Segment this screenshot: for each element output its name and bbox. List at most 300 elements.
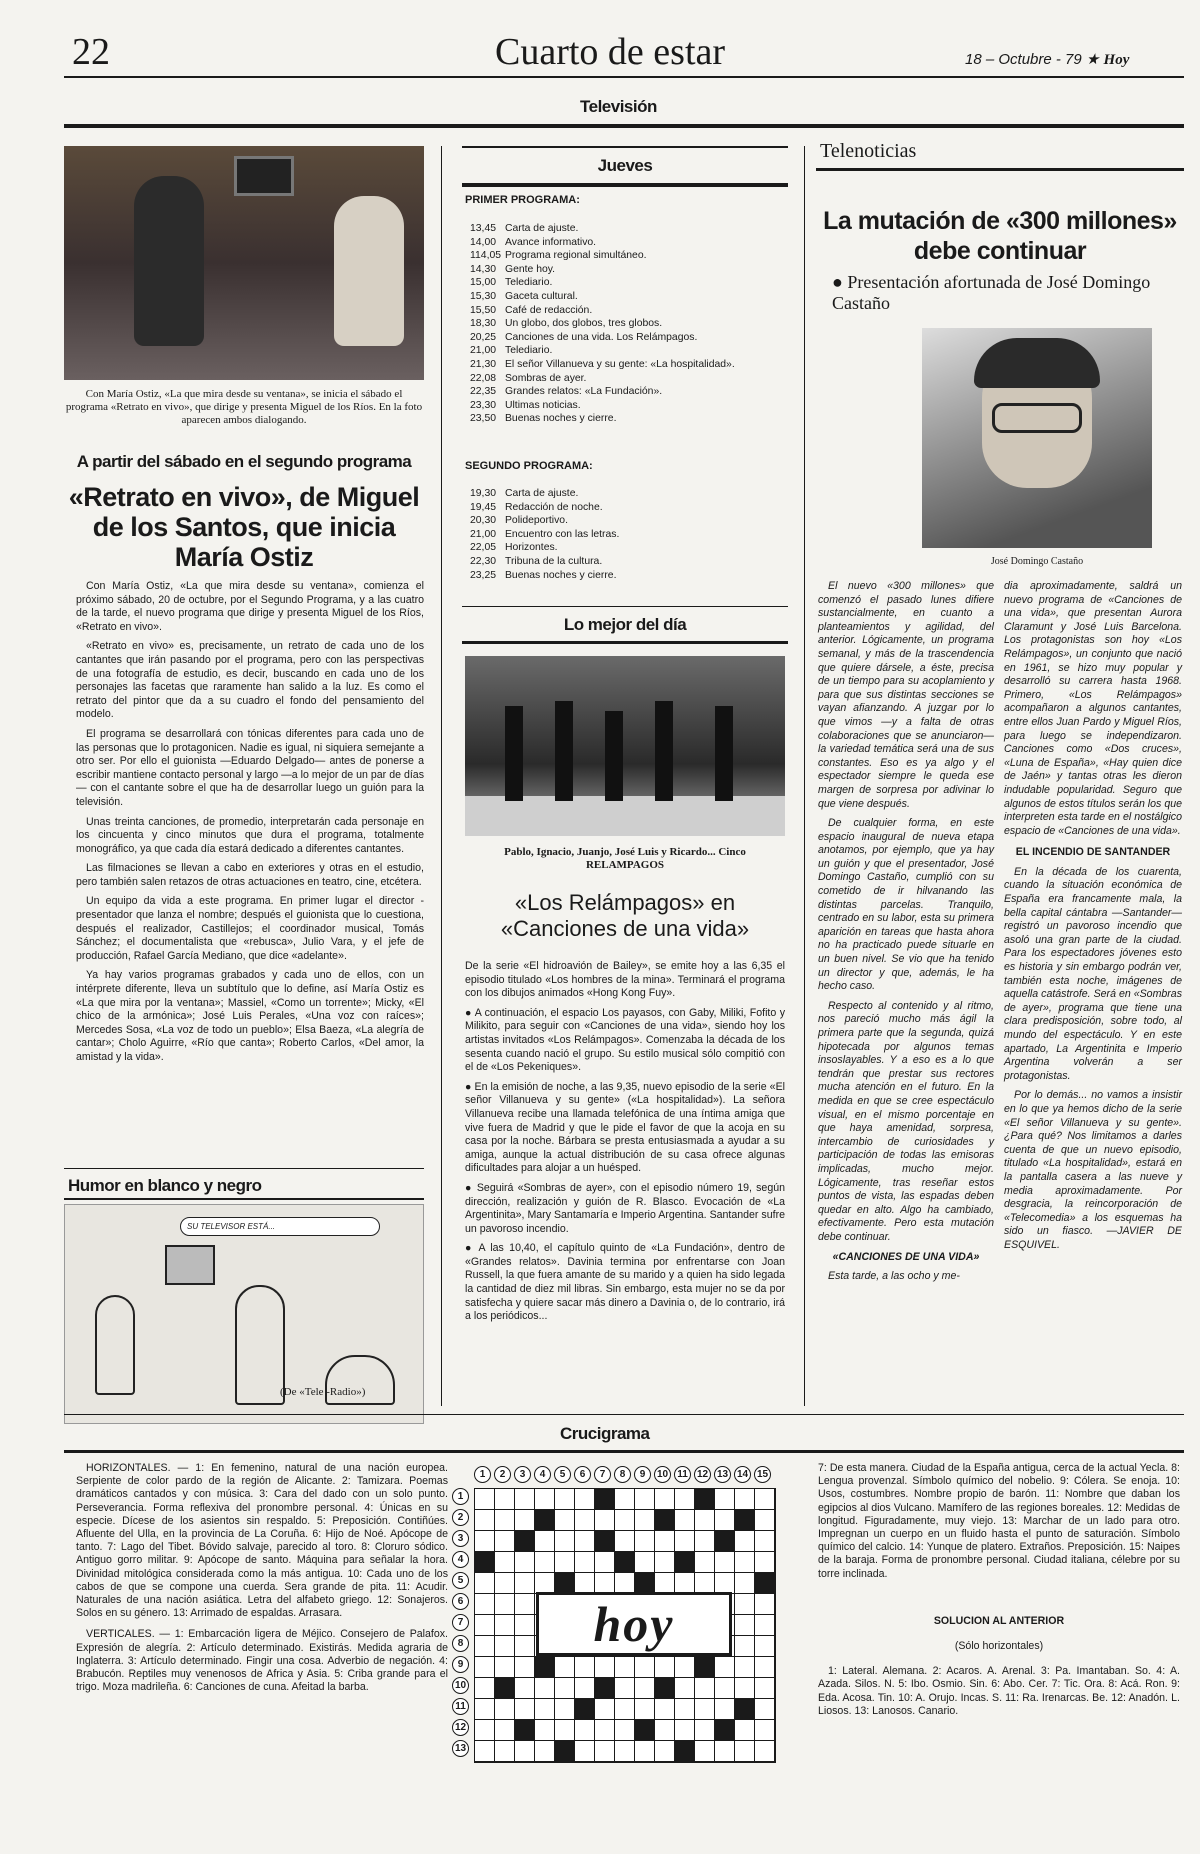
crossword-cell[interactable] — [475, 1636, 495, 1657]
band-member — [655, 701, 673, 801]
right-paragraph: En la década de los cuarenta, cuando la situación económica de España era francamente mala, la bella capital cántabra —Santander— registró un pavoroso incendio que asoló una gran parte de la ciudad. Para los espectadores jóvenes esto es historia y sin embargo podrán ver, también esta noche, imágenes de aquella catástrofe. Será en «Sombras de ayer», programa que tiene una clara predisposición, sobre todo, al mundo del espectáculo. Y en este apartado, La Argentinita e Imperio Argentina volverán a ser protagonistas. — [1004, 865, 1182, 1082]
program-title: Buenas noches y cierre. — [505, 569, 617, 581]
clues-horizontal — [76, 1462, 448, 1694]
row-number: 9 — [452, 1656, 469, 1673]
crossword-cell — [575, 1699, 595, 1720]
crossword-cell — [735, 1510, 755, 1531]
crossword-cell[interactable] — [735, 1531, 755, 1552]
crossword-cell[interactable] — [475, 1594, 495, 1615]
program-row — [470, 236, 786, 250]
col-number: 7 — [594, 1466, 611, 1483]
stage-floor — [465, 796, 785, 836]
row-number: 13 — [452, 1740, 469, 1757]
crossword-cell[interactable] — [695, 1531, 715, 1552]
crossword-cell[interactable] — [635, 1657, 655, 1678]
crossword-cell[interactable] — [695, 1720, 715, 1741]
crossword-cell[interactable] — [535, 1531, 555, 1552]
crossword-cell[interactable] — [495, 1594, 515, 1615]
crossword-cell[interactable] — [755, 1636, 775, 1657]
row-number: 4 — [452, 1551, 469, 1568]
crossword-cell[interactable] — [575, 1552, 595, 1573]
crossword-cell[interactable] — [735, 1678, 755, 1699]
program-row — [470, 514, 786, 528]
cartoon — [64, 1204, 424, 1424]
crossword-cell[interactable] — [735, 1636, 755, 1657]
program-time: 13,45 — [470, 223, 497, 234]
crossword-cell[interactable] — [575, 1510, 595, 1531]
crossword-cell — [515, 1720, 535, 1741]
crossword-cell — [655, 1678, 675, 1699]
program-row — [470, 399, 786, 413]
col-number: 6 — [574, 1466, 591, 1483]
crossword-cell[interactable] — [715, 1657, 735, 1678]
right-subheading: «CANCIONES DE UNA VIDA» — [832, 1250, 980, 1263]
crossword-cell[interactable] — [475, 1720, 495, 1741]
col-number: 2 — [494, 1466, 511, 1483]
crossword-cell — [715, 1720, 735, 1741]
vertical-clues: VERTICALES. — 1: Embarcación ligera de Méjico. Consejero de Palafox. Expresión de alegría. 2: Artículo determinado. Existirás. Medida agraria de Inglaterra. 3: Artículo determinado. Fingir una cosa. Adverbio de negación. 4: Brabucón. Reptiles muy venenosos de Africa y Asia. 5: Criba grande para el trigo. Moza madrileña. 6: Canciones de cuna. Afeitad la barba. — [76, 1628, 448, 1694]
crossword-cell[interactable] — [655, 1657, 675, 1678]
crossword-cell[interactable] — [755, 1678, 775, 1699]
crossword-cell — [695, 1489, 715, 1510]
crossword-cell[interactable] — [495, 1699, 515, 1720]
crossword-cell[interactable] — [695, 1573, 715, 1594]
photo-caption: Con María Ostiz, «La que mira desde su ventana», se inicia el sábado el programa «Retrato en vivo», que dirige y presenta Miguel de los Ríos. En la foto aparecen ambos dialogando. — [65, 388, 423, 426]
crossword-cell[interactable] — [555, 1699, 575, 1720]
crossword-cell[interactable] — [535, 1573, 555, 1594]
crossword-cell[interactable] — [515, 1510, 535, 1531]
col-number: 9 — [634, 1466, 651, 1483]
header-rule — [64, 76, 1184, 78]
interview-photo — [64, 146, 424, 380]
crossword-cell — [535, 1510, 555, 1531]
crossword-cell[interactable] — [755, 1657, 775, 1678]
day-title: Jueves — [597, 156, 653, 175]
program-row — [470, 276, 786, 290]
crossword-cell[interactable] — [735, 1573, 755, 1594]
best-paragraph: ● A las 10,40, el capítulo quinto de «La Fundación», dentro de «Grandes relatos». Davinia termina por enfrentarse con Joan Russell, la que fuera amante de su marido y a quien ha sido legada la cantidad de diez mil libras. Sin embargo, esta mujer no se da por satisfecha y quiere sacar más dinero a Davinia o, de lo contrario, irá a los periódicos... — [465, 1242, 785, 1323]
col-number: 12 — [694, 1466, 711, 1483]
crossword-cell[interactable] — [675, 1489, 695, 1510]
crossword-cell[interactable] — [615, 1678, 635, 1699]
humor-underline — [64, 1198, 424, 1200]
person-right — [334, 196, 404, 346]
crossword-cell[interactable] — [575, 1657, 595, 1678]
crossword-cell — [555, 1741, 575, 1762]
crossword-cell[interactable] — [635, 1552, 655, 1573]
crossword-cell — [595, 1678, 615, 1699]
right-paragraph: Esta tarde, a las ocho y me- — [828, 1270, 960, 1283]
crossword-cell[interactable] — [675, 1573, 695, 1594]
crossword-cell[interactable] — [475, 1615, 495, 1636]
crossword-cell[interactable] — [495, 1741, 515, 1762]
program-row — [470, 317, 786, 331]
right-subheading: EL INCENDIO DE SANTANDER — [1015, 846, 1171, 859]
program-title: Horizontes. — [505, 542, 558, 554]
crossword-cell[interactable] — [555, 1531, 575, 1552]
right-paragraph: Por lo demás... no vamos a insistir en lo que ya hemos dicho de la serie «El señor Villanueva y su gente». ¿Para qué? Nos limitamos a darles cuenta de que un nuevo episodio, titulado «La hospitalidad», estará en la pantalla casera a las nueve y media aproximadamente. Por desgracia, la reincorporación de «Telecomedia» a los esquemas ha sido un fiasco. —JAVIER DE ESQUIVEL. — [1004, 1089, 1182, 1251]
clues-right — [818, 1462, 1180, 1718]
crossword-cell — [615, 1552, 635, 1573]
crossword-cell[interactable] — [535, 1489, 555, 1510]
crossword-cell[interactable] — [715, 1510, 735, 1531]
band-member — [505, 706, 523, 801]
row-number: 8 — [452, 1635, 469, 1652]
day-rule-top — [462, 146, 788, 148]
crossword-cell[interactable] — [755, 1510, 775, 1531]
program-time: 15,30 — [470, 290, 497, 302]
program-row — [470, 487, 786, 501]
best-paragraph: ● A continuación, el espacio Los payasos, con Gaby, Miliki, Fofito y Milikito, para seguir con «Canciones de una vida», siendo hoy los artistas invitados «Los Relámpagos». Comenzaba la década de los sesenta cuando nació el grupo. Su estilo musical sólo compitió con el de «Los Pekeniques». — [465, 1006, 785, 1074]
crossword-cell[interactable] — [495, 1720, 515, 1741]
crossword-cell[interactable] — [735, 1552, 755, 1573]
solution-title: SOLUCION AL ANTERIOR — [933, 1614, 1065, 1627]
best-rule-bottom — [462, 641, 788, 644]
cartoon-speech-bubble: SU TELEVISOR ESTÁ... — [180, 1217, 380, 1236]
crossword-cell — [595, 1489, 615, 1510]
crossword-cell[interactable] — [715, 1552, 735, 1573]
crossword-cell[interactable] — [555, 1552, 575, 1573]
crossword-cell[interactable] — [515, 1552, 535, 1573]
crossword-cell[interactable] — [695, 1678, 715, 1699]
crossword-cell — [695, 1657, 715, 1678]
crossword-cell[interactable] — [695, 1741, 715, 1762]
article-body — [76, 580, 424, 1071]
article-paragraph: Con María Ostiz, «La que mira desde su ventana», comienza el próximo sábado, 20 de octubre, por el Segundo Programa, y a las cuatro de la tarde, el nuevo programa que dirige y presenta Miguel de los Ríos, «Retrato en vivo». — [76, 580, 424, 633]
crossword-cell[interactable] — [515, 1489, 535, 1510]
crossword-cell[interactable] — [735, 1720, 755, 1741]
program-time: 22,05 — [470, 542, 497, 554]
person-left — [134, 176, 204, 346]
brand-logo: Hoy — [1103, 52, 1130, 68]
program-row — [470, 331, 786, 345]
crossword-cell[interactable] — [475, 1657, 495, 1678]
crossword-cell[interactable] — [735, 1657, 755, 1678]
crossword-cell[interactable] — [535, 1699, 555, 1720]
crossword-cell[interactable] — [755, 1531, 775, 1552]
program-title: Encuentro con las letras. — [505, 528, 620, 540]
col-number: 3 — [514, 1466, 531, 1483]
crossword-title: Crucigrama — [560, 1424, 650, 1443]
program-title: Telediario. — [505, 345, 553, 357]
crossword-cell[interactable] — [615, 1741, 635, 1762]
crossword-cell[interactable] — [475, 1510, 495, 1531]
best-body — [465, 960, 785, 1330]
program-title: Carta de ajuste. — [505, 223, 579, 234]
crossword-cell[interactable] — [495, 1657, 515, 1678]
crossword-cell[interactable] — [635, 1531, 655, 1552]
program-row — [470, 501, 786, 515]
crossword-cell[interactable] — [635, 1510, 655, 1531]
crossword-cell[interactable] — [595, 1720, 615, 1741]
crossword-cell[interactable] — [495, 1615, 515, 1636]
crossword-cell[interactable] — [715, 1741, 735, 1762]
best-paragraph: De la serie «El hidroavión de Bailey», se emite hoy a las 6,35 el episodio titulado «Los hombres de la mina». Terminará el programa con los dibujos animados «Hong Kong Fuy». — [465, 960, 785, 1000]
row-number: 1 — [452, 1488, 469, 1505]
article-paragraph: «Retrato en vivo» es, precisamente, un retrato de cada uno de los cantantes que irán pasando por el programa, pero con las perspectivas de una fotografía de estudio, es decir, buscando en cada uno de los personajes las facetas que raramente han salido a la luz. Es como el retrato del pintor que da a su cuadro el fondo del pensamiento del modelo. — [76, 640, 424, 721]
crossword-cell[interactable] — [635, 1699, 655, 1720]
crossword-rule-top — [64, 1414, 1184, 1415]
crossword-cell[interactable] — [655, 1552, 675, 1573]
crossword-cell[interactable] — [615, 1699, 635, 1720]
program-title: Ultimas noticias. — [505, 399, 581, 411]
col-number: 1 — [474, 1466, 491, 1483]
crossword-cell[interactable] — [595, 1573, 615, 1594]
crossword-cell[interactable] — [715, 1573, 735, 1594]
crossword-cell[interactable] — [655, 1573, 675, 1594]
crossword-cell[interactable] — [495, 1489, 515, 1510]
crossword-cell[interactable] — [655, 1489, 675, 1510]
crossword-cell[interactable] — [755, 1552, 775, 1573]
crossword-col-numbers — [474, 1466, 794, 1483]
crossword-cell[interactable] — [655, 1699, 675, 1720]
crossword-cell[interactable] — [575, 1741, 595, 1762]
crossword-cell[interactable] — [635, 1678, 655, 1699]
crossword-cell[interactable] — [575, 1678, 595, 1699]
crossword-cell[interactable] — [575, 1489, 595, 1510]
subsection-title: Televisión — [580, 97, 657, 116]
crossword-cell[interactable] — [655, 1720, 675, 1741]
crossword-cell[interactable] — [495, 1573, 515, 1594]
crossword-cell[interactable] — [515, 1615, 535, 1636]
crossword-cell[interactable] — [475, 1678, 495, 1699]
crossword-cell — [715, 1531, 735, 1552]
first-program-label: PRIMER PROGRAMA: — [465, 194, 580, 206]
crossword-cell[interactable] — [495, 1531, 515, 1552]
program-time: 20,25 — [470, 331, 497, 343]
crossword-cell — [635, 1573, 655, 1594]
crossword-cell[interactable] — [495, 1636, 515, 1657]
crossword-cell[interactable] — [495, 1552, 515, 1573]
crossword-cell[interactable] — [755, 1615, 775, 1636]
crossword-cell[interactable] — [695, 1510, 715, 1531]
crossword-cell[interactable] — [615, 1531, 635, 1552]
program-row — [470, 569, 786, 583]
section-title: Cuarto de estar — [495, 31, 726, 73]
program-row — [470, 372, 786, 386]
page-number: 22 — [72, 31, 110, 73]
crossword-cell[interactable] — [475, 1531, 495, 1552]
crossword-cell[interactable] — [515, 1741, 535, 1762]
program-time: 22,35 — [470, 386, 497, 398]
crossword-cell — [655, 1510, 675, 1531]
article-paragraph: El programa se desarrollará con tónicas diferentes para cada uno de las personas que lo protagonicen. Nadie es igual, ni siquiera semejante a otro ser. Por ello el guionista —Eduardo Delgado— antes de ponerse a escribir mantiene contacto personal y largo —a lo mejor de un par de días— con el cantante sobre el que ha de desarrollar luego un guión para la televisión. — [76, 727, 424, 808]
crossword-cell[interactable] — [475, 1489, 495, 1510]
solution-subtitle: (Sólo horizontales) — [954, 1640, 1044, 1653]
second-program-list — [470, 487, 786, 582]
crossword-cell[interactable] — [535, 1678, 555, 1699]
program-time: 15,00 — [470, 277, 497, 289]
crossword-cell[interactable] — [535, 1741, 555, 1762]
glasses-icon — [992, 403, 1082, 433]
crossword-cell[interactable] — [595, 1552, 615, 1573]
crossword-cell — [635, 1720, 655, 1741]
row-number: 7 — [452, 1614, 469, 1631]
crossword-cell[interactable] — [735, 1489, 755, 1510]
column-divider-right — [804, 146, 805, 1406]
crossword-cell[interactable] — [675, 1678, 695, 1699]
crossword-cell[interactable] — [515, 1636, 535, 1657]
crossword-cell[interactable] — [615, 1489, 635, 1510]
star-icon: ★ — [1085, 51, 1100, 68]
right-paragraph: El nuevo «300 millones» que comenzó el pasado lunes difiere sustancialmente, en cuanto a planteamientos y agilidad, del anterior. Lógicamente, un programa semanal, y más de la trascendencia que quiere dársele, a éste, precisa de un tiempo para su acoplamiento y para que sus distintas secciones se vayan afianzando. A juzgar por lo que vimos —y a falta de otras colaboraciones que se anunciaron— la variedad temática será una de sus constantes. Eso es ya algo y el espectador siempre le queda ese margen de sorpresa por adivinar lo que viene después. — [818, 580, 994, 810]
date-text: 18 – Octubre - 79 — [965, 51, 1082, 68]
cartoon-credit: (De «Tele -Radio») — [280, 1386, 366, 1398]
program-title: Un globo, dos globos, tres globos. — [505, 318, 663, 330]
program-title: Avance informativo. — [505, 236, 597, 248]
castano-caption: José Domingo Castaño — [990, 556, 1084, 567]
program-row — [470, 263, 786, 277]
crossword-cell[interactable] — [535, 1552, 555, 1573]
crossword-cell[interactable] — [755, 1741, 775, 1762]
program-row — [470, 385, 786, 399]
crossword-cell[interactable] — [495, 1510, 515, 1531]
humor-title: Humor en blanco y negro — [68, 1176, 262, 1195]
crossword-cell[interactable] — [695, 1699, 715, 1720]
program-time: 19,45 — [470, 501, 497, 513]
program-row — [470, 541, 786, 555]
band-member — [605, 711, 623, 801]
crossword-cell[interactable] — [595, 1741, 615, 1762]
col-number: 11 — [674, 1466, 691, 1483]
program-title: Canciones de una vida. Los Relámpagos. — [505, 331, 698, 343]
article-paragraph: Unas treinta canciones, de promedio, interpretarán cada personaje en los cincuenta y cinco minutos que dura el programa, totalmente monográfico, ya que cada día estará dedicado a diferentes cantantes. — [76, 815, 424, 855]
crossword-cell[interactable] — [515, 1594, 535, 1615]
crossword-cell[interactable] — [615, 1657, 635, 1678]
hoy-logo-box — [536, 1592, 732, 1656]
crossword-cell[interactable] — [675, 1510, 695, 1531]
crossword-cell[interactable] — [555, 1678, 575, 1699]
program-title: Café de redacción. — [505, 304, 593, 316]
crossword-cell[interactable] — [655, 1531, 675, 1552]
crossword-cell[interactable] — [635, 1741, 655, 1762]
crossword-cell[interactable] — [575, 1720, 595, 1741]
crossword-cell[interactable] — [515, 1573, 535, 1594]
right-headline: La mutación de «300 millones» debe continuar — [823, 207, 1177, 265]
right-paragraph: dia aproximadamente, saldrá un nuevo programa de «Canciones de una vida», que presentan Aurora Claramunt y José Luis Barcelona. Los protagonistas son hoy «Los Relámpagos», un conjunto que nació en 1961, se hizo muy popular y desarrolló su carrera hasta 1968. Primero, «Los Relámpagos» acompañaron a algunos cantantes, entre ellos Juan Pardo y Miguel Ríos, para luego se independizaron. Canciones como «Dos cruces», «Luna de España», «Hay quien dice de Jaén» y tantas otras les dieron indudable popularidad. Seguro que algunos de estos títulos serán los que interpreten esta tarde en el nostálgico espacio de «Canciones de una vida». — [1004, 580, 1182, 837]
crossword-cell — [675, 1552, 695, 1573]
crossword-cell[interactable] — [555, 1510, 575, 1531]
crossword-cell — [735, 1699, 755, 1720]
crossword-cell[interactable] — [715, 1678, 735, 1699]
crossword-cell[interactable] — [535, 1720, 555, 1741]
crossword-cell[interactable] — [695, 1552, 715, 1573]
telenoticias-rule — [816, 168, 1184, 171]
tv-set — [234, 156, 294, 196]
program-title: Polideportivo. — [505, 515, 568, 527]
crossword-cell[interactable] — [675, 1699, 695, 1720]
humor-rule — [64, 1168, 424, 1169]
crossword-cell[interactable] — [675, 1657, 695, 1678]
crossword-cell[interactable] — [755, 1594, 775, 1615]
band-member — [715, 706, 733, 801]
col-number: 15 — [754, 1466, 771, 1483]
program-row — [470, 412, 786, 426]
crossword-cell[interactable] — [595, 1657, 615, 1678]
crossword-cell[interactable] — [575, 1531, 595, 1552]
col-number: 4 — [534, 1466, 551, 1483]
crossword-cell — [475, 1552, 495, 1573]
crossword-cell[interactable] — [615, 1720, 635, 1741]
best-caption: Pablo, Ignacio, Juanjo, José Luis y Ricardo... Cinco RELAMPAGOS — [504, 846, 746, 871]
best-title: Lo mejor del día — [563, 615, 687, 634]
crossword-cell[interactable] — [575, 1573, 595, 1594]
crossword-cell — [755, 1573, 775, 1594]
crossword-cell[interactable] — [515, 1657, 535, 1678]
crossword-cell[interactable] — [755, 1699, 775, 1720]
crossword-cell[interactable] — [675, 1720, 695, 1741]
crossword-cell[interactable] — [475, 1699, 495, 1720]
crossword-cell — [515, 1531, 535, 1552]
row-number: 5 — [452, 1572, 469, 1589]
program-row — [470, 344, 786, 358]
program-time: 20,30 — [470, 515, 497, 527]
telenoticias-title: Telenoticias — [820, 140, 917, 162]
crossword-cell[interactable] — [555, 1657, 575, 1678]
program-title: Sombras de ayer. — [505, 372, 587, 384]
program-time: 23,30 — [470, 399, 497, 411]
crossword-cell[interactable] — [595, 1699, 615, 1720]
crossword-cell[interactable] — [655, 1741, 675, 1762]
crossword-cell[interactable] — [475, 1573, 495, 1594]
crossword-cell[interactable] — [735, 1615, 755, 1636]
crossword-cell[interactable] — [515, 1699, 535, 1720]
program-time: 21,00 — [470, 345, 497, 357]
row-number: 11 — [452, 1698, 469, 1715]
article-headline: «Retrato en vivo», de Miguel de los Santos, que inicia María Ostiz — [68, 482, 420, 572]
crossword-cell — [495, 1678, 515, 1699]
best-paragraph: ● En la emisión de noche, a las 9,35, nuevo episodio de la serie «El señor Villanueva y su gente» («La hospitalidad»). La señora Villanueva recibe una llamada telefónica de una íntima amiga que vive fuera de Madrid y que le pide el favor de que la acoja en su casa por la noche. Bárbara se presta entusiasmada a ayudar a su amiga, aunque la actual distribución de su casa ofrece algunas dificultades para alojar a un huésped. — [465, 1080, 785, 1175]
program-time: 21,30 — [470, 358, 497, 370]
program-time: 15,50 — [470, 304, 497, 316]
crossword-cell[interactable] — [595, 1510, 615, 1531]
col-number: 14 — [734, 1466, 751, 1483]
subsection-rule — [64, 124, 1184, 128]
crossword-cell[interactable] — [715, 1699, 735, 1720]
horizontal-clues: HORIZONTALES. — 1: En femenino, natural de una nación europea. Serpiente de color pardo de la región de Alicante. 2: Tamizara. Poemas dramáticos cantados y con música. 3: Cara del dado con un solo punto. Perseverancia. Forma reflexiva del pronombre personal. 4: Únicas en su especie. Dícese de los asientos sin respaldo. 5: Preposición. Contiñúes. Afluente del Ulla, en la provincia de La Coruña. 6: Hijo de Noé. Apócope de tanto. 7: Lago del Tibet. Bóvido salvaje, parecido al toro. 8: Cloruro sódico. Antiguo gorro militar. 9: Apócope de santo. Máquina para señalar la hora. Divinidad mitológica considerada como la más antigua. 10: Cada uno de los cabos de que se compone una cuerda. Sera grande de pita. 11: Acudir. Naturales de una nación asiática. Letra del alfabeto griego. 12: Sonajeros. Solos en su género. 13: Arrimado de espaldas. Arrasara. — [76, 1462, 448, 1620]
crossword-cell[interactable] — [755, 1489, 775, 1510]
crossword-cell[interactable] — [675, 1531, 695, 1552]
crossword-cell[interactable] — [555, 1720, 575, 1741]
crossword-cell[interactable] — [555, 1489, 575, 1510]
crossword-cell[interactable] — [615, 1573, 635, 1594]
program-time: 23,50 — [470, 413, 497, 425]
program-time: 114,05 — [470, 250, 502, 262]
article-paragraph: Un equipo da vida a este programa. En primer lugar el director - presentador que lanza el nombre; después el guionista que lo cuestiona, después el realizador, Castillejos; el coordinador musical, Tomás Sánchez; el documentalista que «rebusca», Julio Vara, y el jefe de producción, Rafael García Mediano, que dice «adelante». — [76, 895, 424, 962]
right-paragraph: De cualquier forma, en este espacio inaugural de nueva etapa anotamos, por ejemplo, que ya hay un guión y que el presentador, José Domingo Castaño, cumplió con su cometido de ir hilvanando las distintas parcelas. Tranquilo, centrado en su labor, esta su primera aparición en tareas que hasta ahora no ha practicado puede situarle en un buen nivel. Se vio que ha tenido un director y que, además, le ha hecho caso. — [818, 817, 994, 993]
crossword-cell[interactable] — [735, 1741, 755, 1762]
row-number: 12 — [452, 1719, 469, 1736]
article-paragraph: Las filmaciones se llevan a cabo en exteriores y otras en el estudio, pero también salen retazos de otras actuaciones en teatro, cine, etcétera. — [76, 862, 424, 888]
crossword-cell[interactable] — [475, 1741, 495, 1762]
los-relampagos-photo — [465, 656, 785, 836]
program-row — [470, 222, 786, 236]
crossword-cell[interactable] — [755, 1720, 775, 1741]
crossword-cell[interactable] — [715, 1489, 735, 1510]
program-time: 22,08 — [470, 372, 497, 384]
program-title: Tribuna de la cultura. — [505, 555, 603, 567]
crossword-cell[interactable] — [735, 1594, 755, 1615]
crossword-cell[interactable] — [615, 1510, 635, 1531]
crossword-row-numbers — [452, 1488, 472, 1757]
col-number: 10 — [654, 1466, 671, 1483]
col-number: 8 — [614, 1466, 631, 1483]
program-title: Grandes relatos: «La Fundación». — [505, 386, 663, 398]
crossword-cell[interactable] — [635, 1489, 655, 1510]
crossword-cell[interactable] — [515, 1678, 535, 1699]
crossword-cell — [535, 1657, 555, 1678]
issue-date — [965, 50, 1129, 69]
